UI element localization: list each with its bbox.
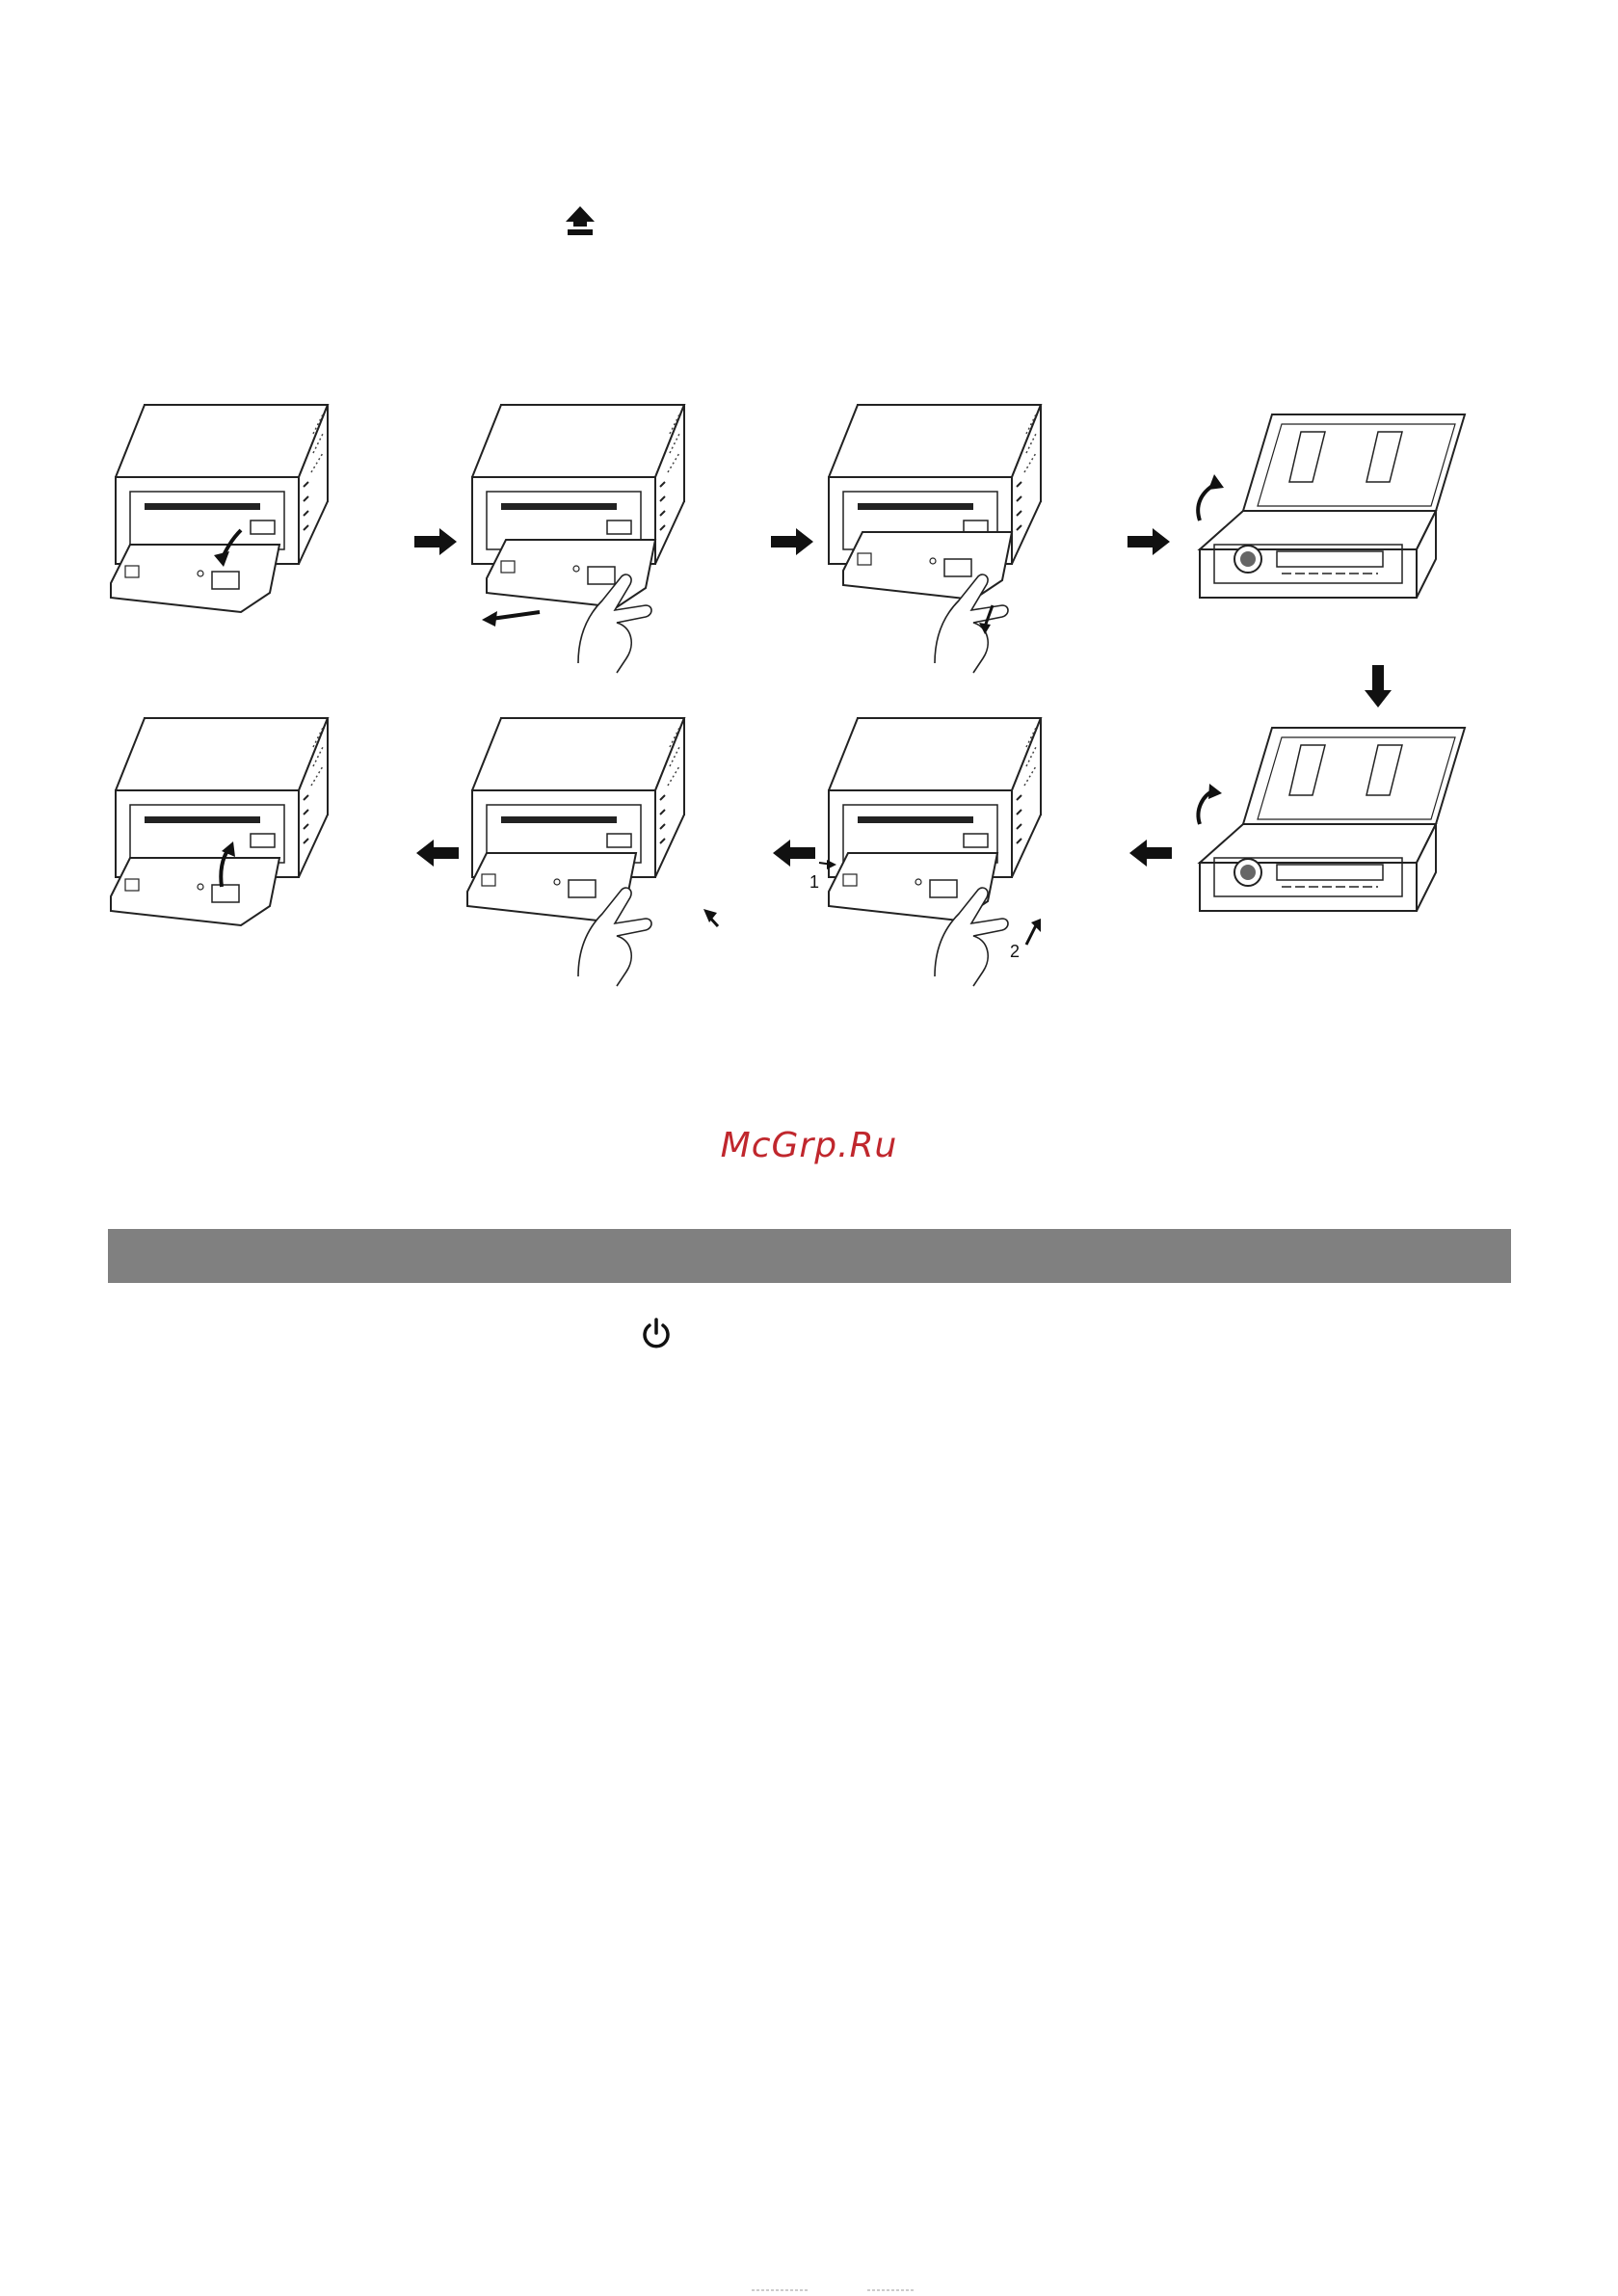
eject-icon xyxy=(563,203,597,238)
faceplate-removal-illustration xyxy=(106,386,1513,1002)
power-icon xyxy=(640,1317,673,1351)
step-label-1: 1 xyxy=(809,872,820,892)
section-header-bar xyxy=(108,1229,1511,1283)
page-edge-marks xyxy=(752,2288,944,2292)
step-label-2: 2 xyxy=(1010,942,1021,961)
watermark: McGrp.Ru xyxy=(720,1126,898,1165)
